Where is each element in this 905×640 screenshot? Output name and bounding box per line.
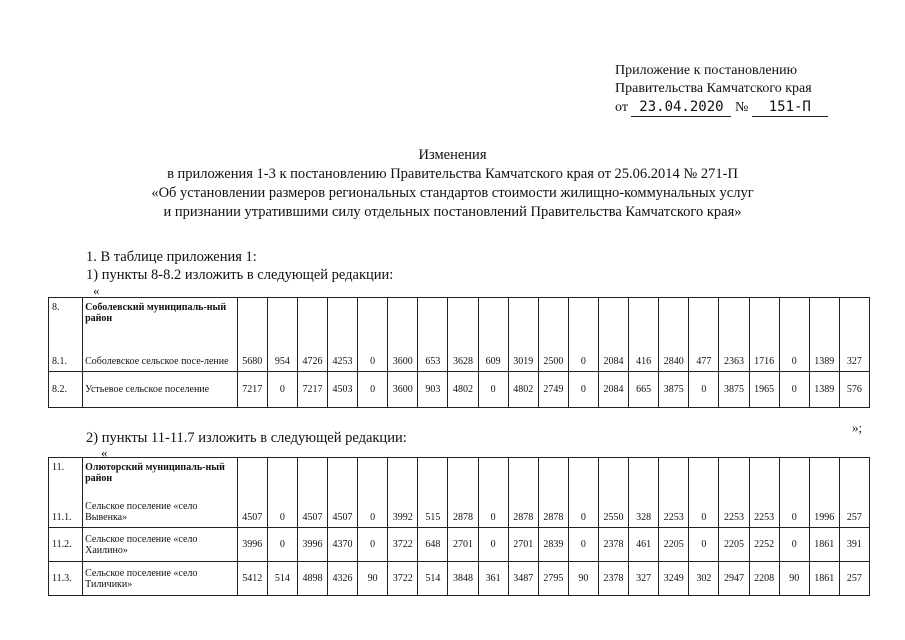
table-cell: [418, 458, 448, 488]
document-title: [0, 146, 905, 222]
table-cell: 2253: [719, 488, 749, 528]
table-cell: 2084: [598, 332, 628, 372]
table-cell: [598, 458, 628, 488]
table-cell: 0: [358, 528, 388, 562]
section2-open-quote: «: [101, 445, 108, 460]
table-cell: [749, 458, 779, 488]
section2-sub: 2) пункты 11-11.7 изложить в следующей редакции:: [86, 430, 407, 446]
table-cell: 3722: [388, 562, 418, 596]
table-section1: [48, 297, 870, 408]
table-cell: 1861: [809, 528, 839, 562]
table-cell: [538, 458, 568, 488]
table-cell: 2701: [448, 528, 478, 562]
table-cell: 2378: [598, 528, 628, 562]
settlement-name: Сельское поселение «село Хаилино»: [83, 528, 238, 562]
table-cell: 4370: [328, 528, 358, 562]
table-cell: [328, 458, 358, 488]
table-cell: 4507: [237, 488, 267, 528]
table-cell: 4898: [297, 562, 327, 596]
table-cell: [629, 458, 659, 488]
table-cell: [598, 298, 628, 332]
table-cell: 7217: [237, 372, 267, 408]
table-cell: 3992: [388, 488, 418, 528]
table-cell: 2947: [719, 562, 749, 596]
table-section2: [48, 457, 870, 596]
table-cell: 3875: [719, 372, 749, 408]
table-cell: 0: [267, 488, 297, 528]
table-cell: [358, 298, 388, 332]
table-cell: 0: [478, 372, 508, 408]
section1-sub: 1) пункты 8-8.2 изложить в следующей редакции:: [86, 267, 394, 283]
table-cell: 0: [568, 372, 598, 408]
table-cell: 2839: [538, 528, 568, 562]
table-cell: 903: [418, 372, 448, 408]
table-cell: 327: [839, 332, 869, 372]
table-cell: [568, 458, 598, 488]
row-number: 11.2.: [49, 528, 83, 562]
table-cell: 4507: [328, 488, 358, 528]
table-cell: 302: [689, 562, 719, 596]
row-number: 11.3.: [49, 562, 83, 596]
table-cell: 2084: [598, 372, 628, 408]
table-cell: 4802: [448, 372, 478, 408]
table-cell: [538, 298, 568, 332]
table-cell: 514: [267, 562, 297, 596]
table-cell: 665: [629, 372, 659, 408]
table-cell: 257: [839, 488, 869, 528]
table-cell: [267, 298, 297, 332]
table-cell: 2252: [749, 528, 779, 562]
district-name: Олюторский муниципаль-ный район: [83, 458, 238, 488]
table-cell: 0: [568, 332, 598, 372]
table-cell: [448, 298, 478, 332]
row-number: 8.1.: [49, 332, 83, 372]
table-cell: [297, 298, 327, 332]
table-cell: [719, 298, 749, 332]
table-cell: [629, 298, 659, 332]
table-cell: 2878: [538, 488, 568, 528]
table-cell: 4503: [328, 372, 358, 408]
decree-number: 151-П: [752, 98, 828, 117]
table-cell: 4253: [328, 332, 358, 372]
table-cell: 2840: [659, 332, 689, 372]
table-row: [49, 458, 870, 488]
table-cell: 0: [689, 488, 719, 528]
table-cell: [689, 298, 719, 332]
table-row: [49, 372, 870, 408]
settlement-name: Сельское поселение «село Тиличики»: [83, 562, 238, 596]
table-cell: 3019: [508, 332, 538, 372]
table-cell: 2253: [659, 488, 689, 528]
table-cell: [719, 458, 749, 488]
table-cell: 514: [418, 562, 448, 596]
table-cell: 3875: [659, 372, 689, 408]
table-cell: 0: [358, 488, 388, 528]
table-cell: 0: [358, 372, 388, 408]
table-cell: 3487: [508, 562, 538, 596]
title-line2: в приложения 1-3 к постановлению Правительства Камчатского края от 25.06.2014 № 271-П: [167, 166, 738, 182]
table-cell: 2749: [538, 372, 568, 408]
table-cell: [568, 298, 598, 332]
section1-close-quote: »;: [852, 420, 863, 435]
decree-date: 23.04.2020: [631, 98, 731, 117]
table-cell: 2795: [538, 562, 568, 596]
table-cell: 2550: [598, 488, 628, 528]
table-cell: 5680: [237, 332, 267, 372]
table-cell: [839, 458, 869, 488]
table-cell: 1716: [749, 332, 779, 372]
table-cell: 4802: [508, 372, 538, 408]
table-row: [49, 528, 870, 562]
table-cell: [749, 298, 779, 332]
title-heading: Изменения: [418, 147, 487, 163]
table-cell: [297, 458, 327, 488]
table-cell: 1965: [749, 372, 779, 408]
table-cell: [779, 458, 809, 488]
table-cell: [659, 298, 689, 332]
appendix-line2: Правительства Камчатского края: [615, 81, 812, 96]
section1-open-quote: «: [93, 283, 100, 298]
table-cell: 4726: [297, 332, 327, 372]
settlement-name: Сельское поселение «село Вывенка»: [83, 488, 238, 528]
title-line4: и признании утратившими силу отдельных постановлений Правительства Камчатского края»: [163, 204, 742, 220]
table-cell: 0: [689, 528, 719, 562]
from-label: от: [615, 100, 628, 115]
table-row: [49, 298, 870, 332]
table-cell: [809, 458, 839, 488]
table-cell: [508, 458, 538, 488]
table-cell: 3996: [297, 528, 327, 562]
table-cell: 1861: [809, 562, 839, 596]
table-cell: 648: [418, 528, 448, 562]
table-cell: 515: [418, 488, 448, 528]
table-cell: 2205: [719, 528, 749, 562]
number-label: №: [734, 100, 749, 115]
table-cell: 3848: [448, 562, 478, 596]
settlement-name: Соболевское сельское посе-ление: [83, 332, 238, 372]
table-cell: 477: [689, 332, 719, 372]
table-cell: 2205: [659, 528, 689, 562]
appendix-block: [615, 62, 828, 117]
table-cell: [839, 298, 869, 332]
table-cell: 3996: [237, 528, 267, 562]
table-cell: 361: [478, 562, 508, 596]
table-cell: 0: [358, 332, 388, 372]
table-cell: 653: [418, 332, 448, 372]
table-cell: 0: [779, 488, 809, 528]
table-cell: 416: [629, 332, 659, 372]
table-cell: 0: [779, 528, 809, 562]
table-cell: 3722: [388, 528, 418, 562]
title-line3: «Об установлении размеров региональных стандартов стоимости жилищно-коммунальных услуг: [151, 185, 754, 201]
table-cell: [659, 458, 689, 488]
table-cell: 0: [267, 372, 297, 408]
table-cell: 2253: [749, 488, 779, 528]
table-row: [49, 488, 870, 528]
table-cell: [328, 298, 358, 332]
table-row: [49, 332, 870, 372]
table-cell: [237, 298, 267, 332]
table-cell: 391: [839, 528, 869, 562]
settlement-name: Устьевое сельское поселение: [83, 372, 238, 408]
table-cell: 328: [629, 488, 659, 528]
table-cell: 327: [629, 562, 659, 596]
table-cell: 461: [629, 528, 659, 562]
table-cell: 2208: [749, 562, 779, 596]
table-cell: 0: [689, 372, 719, 408]
table-cell: 5412: [237, 562, 267, 596]
table-cell: 576: [839, 372, 869, 408]
table-cell: [388, 458, 418, 488]
table-cell: 0: [478, 488, 508, 528]
table-cell: 0: [267, 528, 297, 562]
table-cell: 3600: [388, 372, 418, 408]
table-cell: 0: [779, 332, 809, 372]
table-cell: [418, 298, 448, 332]
table-cell: 257: [839, 562, 869, 596]
table-cell: [478, 458, 508, 488]
table-cell: 90: [568, 562, 598, 596]
table-cell: 0: [568, 528, 598, 562]
appendix-line1: Приложение к постановлению: [615, 63, 798, 78]
appendix-date-line: [615, 98, 828, 117]
table-cell: 1996: [809, 488, 839, 528]
table-cell: 2878: [508, 488, 538, 528]
table-cell: [237, 458, 267, 488]
table-cell: 1389: [809, 332, 839, 372]
table-cell: [779, 298, 809, 332]
row-number: 8.: [49, 298, 83, 332]
table-cell: 7217: [297, 372, 327, 408]
table-cell: 0: [568, 488, 598, 528]
section1-intro: 1. В таблице приложения 1:: [86, 249, 257, 265]
table-row: [49, 562, 870, 596]
table-cell: 3600: [388, 332, 418, 372]
table-cell: [689, 458, 719, 488]
table-cell: 4507: [297, 488, 327, 528]
table-cell: 2701: [508, 528, 538, 562]
table-cell: 3628: [448, 332, 478, 372]
table-cell: 90: [358, 562, 388, 596]
table-cell: [809, 298, 839, 332]
table-cell: 2378: [598, 562, 628, 596]
row-number: 8.2.: [49, 372, 83, 408]
table-cell: 1389: [809, 372, 839, 408]
table-cell: [358, 458, 388, 488]
table-cell: [478, 298, 508, 332]
table-cell: 609: [478, 332, 508, 372]
table-cell: [508, 298, 538, 332]
row-number: 11.: [49, 458, 83, 488]
table-cell: 2878: [448, 488, 478, 528]
table-cell: [448, 458, 478, 488]
table-cell: 2363: [719, 332, 749, 372]
table-cell: 4326: [328, 562, 358, 596]
table-cell: [388, 298, 418, 332]
row-number: 11.1.: [49, 488, 83, 528]
table-cell: 954: [267, 332, 297, 372]
table-cell: 3249: [659, 562, 689, 596]
table-cell: 2500: [538, 332, 568, 372]
table-cell: 0: [779, 372, 809, 408]
table-cell: 90: [779, 562, 809, 596]
table-cell: 0: [478, 528, 508, 562]
district-name: Соболевский муниципаль-ный район: [83, 298, 238, 332]
table-cell: [267, 458, 297, 488]
